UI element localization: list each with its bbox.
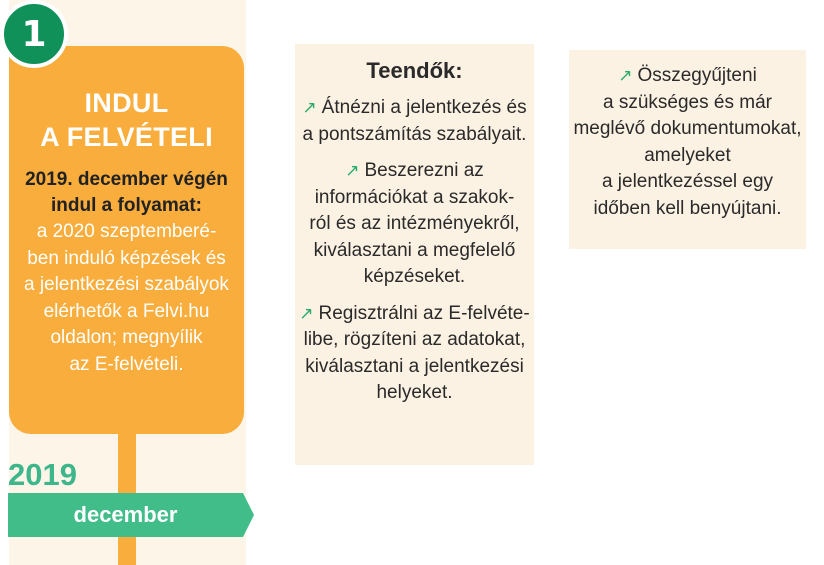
todo-task <box>295 301 534 407</box>
todo-heading: Teendők: <box>366 58 463 83</box>
arrow-up-right-icon: ↗ <box>345 161 360 181</box>
step-title <box>9 86 244 154</box>
timeline-month: december <box>73 502 178 527</box>
task-line: a pontszámítás szabályait. <box>302 123 527 145</box>
arrow-up-right-icon: ↗ <box>299 303 314 324</box>
task-line: kiválasztani a jelentkezési <box>305 355 524 377</box>
step-subtitle-line: 2019. december végén <box>25 169 228 190</box>
step-title-line: A FELVÉTELI <box>40 122 213 152</box>
task-line: időben kell benyújtani. <box>593 197 782 219</box>
extra-task <box>569 63 806 222</box>
step-text-line: a 2020 szeptemberé- <box>36 221 217 242</box>
task-line: képzéseket. <box>363 266 466 287</box>
todo-task <box>295 158 534 291</box>
step-description <box>9 219 244 378</box>
task-line: a szükséges és már <box>603 91 772 113</box>
step-text-line: ben induló képzések és <box>27 247 226 269</box>
extra-task-box <box>569 50 806 249</box>
step-title-line: INDUL <box>84 88 169 118</box>
step-number: 1 <box>21 13 47 55</box>
timeline-year: 2019 <box>8 457 77 492</box>
task-line: amelyeket <box>644 144 731 166</box>
step-text-line: a jelentkezési szabályok <box>24 274 229 295</box>
task-line: libe, rögzíteni az adatokat, <box>303 329 526 350</box>
todo-box <box>295 44 534 465</box>
task-line: Beszerezni az <box>364 160 484 181</box>
task-line: meglévő dokumentumokat, <box>573 118 802 139</box>
arrow-up-right-icon: ↗ <box>302 98 317 118</box>
step-subtitle-line: indul a folyamat: <box>51 195 202 216</box>
task-line: Összegyűjteni <box>637 65 757 86</box>
task-line: Átnézni a jelentkezés és <box>321 97 527 118</box>
task-line: ról és az intézményekről, <box>309 213 520 234</box>
task-line: helyeket. <box>376 382 453 403</box>
arrow-up-right-icon: ↗ <box>618 66 633 86</box>
todo-task <box>295 95 534 148</box>
task-line: információkat a szakok- <box>314 186 515 208</box>
step-text-line: az E-felvételi. <box>69 353 184 375</box>
step-card <box>9 46 244 434</box>
step-text-line: elérhetők a Felvi.hu <box>43 300 210 322</box>
task-line: Regisztrálni az E-felvéte- <box>318 302 530 324</box>
task-line: a jelentkezéssel egy <box>601 171 774 192</box>
step-number-badge <box>0 0 68 68</box>
step-subtitle <box>9 167 244 219</box>
task-line: kiválasztani a megfelelő <box>313 239 516 261</box>
step-text-line: oldalon; megnyílik <box>50 327 203 348</box>
